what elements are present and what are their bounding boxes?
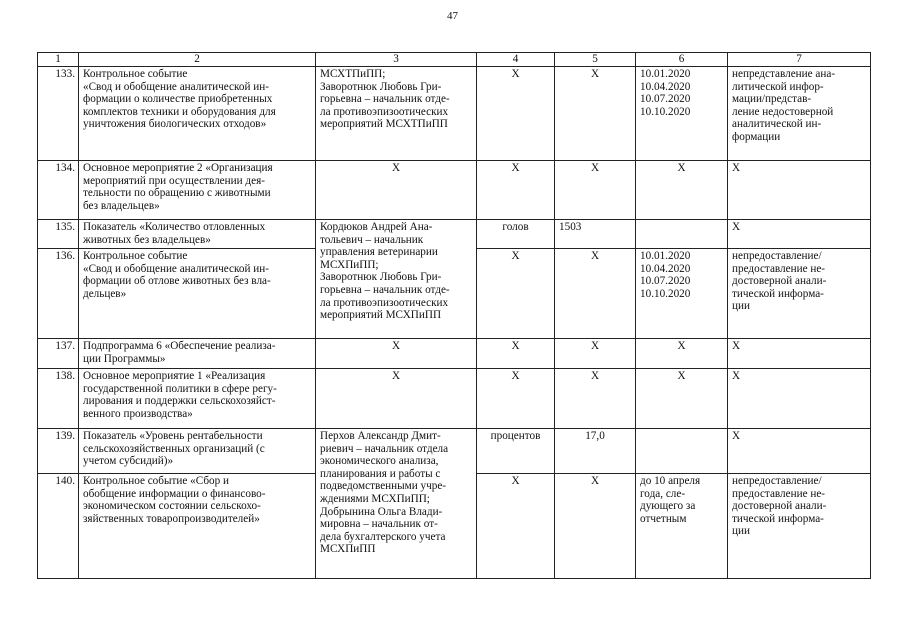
table-row [38, 429, 871, 474]
header-row [38, 53, 871, 67]
value-cell: X [555, 161, 636, 220]
row-number: 140. [38, 474, 79, 579]
risk-cell: непредставление ана- литической инфор- мации/представ- ление недостоверной аналитической ин- формации [728, 67, 871, 161]
value-cell: X [555, 339, 636, 369]
event-description: Основное мероприятие 2 «Организация мероприятий при осуществлении дея- тельности по обращению с животными без владельцев» [79, 161, 316, 220]
responsible: X [316, 369, 477, 429]
row-number: 138. [38, 369, 79, 429]
deadline-cell [636, 220, 728, 249]
unit-cell: X [477, 249, 555, 339]
responsible: Кордюков Андрей Ана- тольевич – начальник управления ветеринарии МСХПиПП; Заворотнюк Любовь Гри- горьевна – начальник отде- ла противоэпизоотических мероприятий МСХПиПП [316, 220, 477, 339]
row-number: 137. [38, 339, 79, 369]
responsible: Перхов Александр Дмит- риевич – начальник отдела экономического анализа, планирования и работы с подведомственными учре- ждениями МСХПиПП; Добрынина Ольга Влади- мировна – начальник от- дела бухгалтерского учета МСХПиПП [316, 429, 477, 579]
unit-cell: процентов [477, 429, 555, 474]
row-number: 134. [38, 161, 79, 220]
event-description: Подпрограмма 6 «Обеспечение реализа- ции Программы» [79, 339, 316, 369]
value-cell: X [555, 369, 636, 429]
deadline-cell: X [636, 161, 728, 220]
unit-cell: X [477, 161, 555, 220]
table-row [38, 67, 871, 161]
event-description: Показатель «Количество отловленных животных без владельцев» [79, 220, 316, 249]
header-cell-2: 2 [79, 53, 316, 67]
header-cell-4: 4 [477, 53, 555, 67]
value-cell: X [555, 67, 636, 161]
row-number: 135. [38, 220, 79, 249]
deadline-cell: 10.01.2020 10.04.2020 10.07.2020 10.10.2020 [636, 249, 728, 339]
responsible: МСХТПиПП; Заворотнюк Любовь Гри- горьевна – начальник отде- ла противоэпизоотических мероприятий МСХТПиПП [316, 67, 477, 161]
table-row [38, 339, 871, 369]
event-description: Показатель «Уровень рентабельности сельскохозяйственных организаций (с учетом субсидий)» [79, 429, 316, 474]
risk-cell: X [728, 220, 871, 249]
risk-cell: X [728, 429, 871, 474]
deadline-cell: до 10 апреля года, сле- дующего за отчетным [636, 474, 728, 579]
header-cell-1: 1 [38, 53, 79, 67]
deadline-cell: X [636, 369, 728, 429]
risk-cell: X [728, 369, 871, 429]
value-cell: 1503 [555, 220, 636, 249]
deadline-cell: 10.01.2020 10.04.2020 10.07.2020 10.10.2020 [636, 67, 728, 161]
row-number: 139. [38, 429, 79, 474]
row-number: 136. [38, 249, 79, 339]
header-cell-6: 6 [636, 53, 728, 67]
responsible: X [316, 161, 477, 220]
value-cell: 17,0 [555, 429, 636, 474]
unit-cell: X [477, 67, 555, 161]
header-cell-5: 5 [555, 53, 636, 67]
deadline-cell: X [636, 339, 728, 369]
risk-cell: X [728, 161, 871, 220]
unit-cell: X [477, 339, 555, 369]
unit-cell: X [477, 369, 555, 429]
risk-cell: непредоставление/ предоставление не- достоверной анали- тической информа- ции [728, 474, 871, 579]
table-row [38, 161, 871, 220]
value-cell: X [555, 474, 636, 579]
table-row [38, 220, 871, 249]
risk-cell: X [728, 339, 871, 369]
unit-cell: голов [477, 220, 555, 249]
event-description: Контрольное событие «Сбор и обобщение информации о финансово- экономическом состоянии сельскохо- зяйственных товаропроизводителей» [79, 474, 316, 579]
event-description: Контрольное событие «Свод и обобщение аналитической ин- формации об отлове животных без вла- дельцев» [79, 249, 316, 339]
header-cell-3: 3 [316, 53, 477, 67]
table-row [38, 369, 871, 429]
deadline-cell [636, 429, 728, 474]
row-number: 133. [38, 67, 79, 161]
plan-table [37, 52, 871, 579]
unit-cell: X [477, 474, 555, 579]
event-description: Контрольное событие «Свод и обобщение аналитической ин- формации о количестве приобретенных комплектов техники и оборудования для уничтожения биологических отходов» [79, 67, 316, 161]
responsible: X [316, 339, 477, 369]
event-description: Основное мероприятие 1 «Реализация государственной политики в сфере регу- лирования и поддержки сельскохозяйст- венного производства» [79, 369, 316, 429]
header-cell-7: 7 [728, 53, 871, 67]
risk-cell: непредоставление/ предоставление не- достоверной анали- тической информа- ции [728, 249, 871, 339]
value-cell: X [555, 249, 636, 339]
page-number: 47 [447, 10, 458, 22]
